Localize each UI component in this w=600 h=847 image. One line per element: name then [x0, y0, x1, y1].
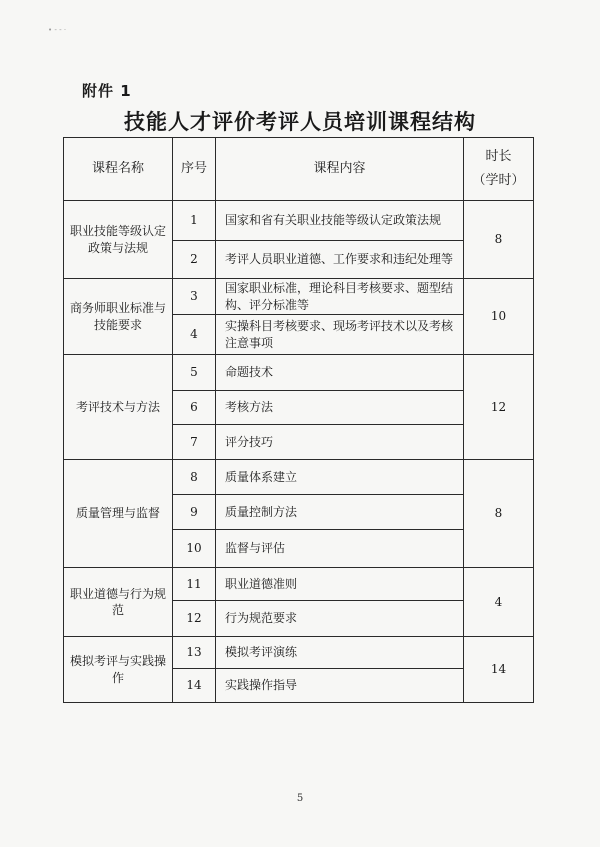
item-seq: 2: [173, 241, 216, 279]
header-content: 课程内容: [216, 138, 464, 201]
table-row: [64, 201, 534, 241]
item-seq: 13: [173, 637, 216, 669]
item-seq: 9: [173, 495, 216, 530]
group-name: 模拟考评与实践操作: [64, 637, 173, 703]
item-content: 国家和省有关职业技能等级认定政策法规: [216, 201, 464, 241]
item-seq: 6: [173, 391, 216, 425]
group-name: 职业道德与行为规范: [64, 568, 173, 637]
item-content: 职业道德准则: [216, 568, 464, 601]
item-content: 评分技巧: [216, 425, 464, 460]
group-name: 考评技术与方法: [64, 355, 173, 460]
item-seq: 7: [173, 425, 216, 460]
header-course-name: 课程名称: [64, 138, 173, 201]
item-content: 命题技术: [216, 355, 464, 391]
header-hours-line2: （学时）: [472, 173, 525, 188]
table-row: [64, 460, 534, 495]
group-name: 质量管理与监督: [64, 460, 173, 568]
item-content: 考评人员职业道德、工作要求和违纪处理等: [216, 241, 464, 279]
page-title: 技能人才评价考评人员培训课程结构: [124, 110, 476, 134]
group-hours: 8: [464, 460, 534, 568]
group-name: 商务师职业标准与技能要求: [64, 279, 173, 355]
group-hours: 8: [464, 201, 534, 279]
item-content: 质量控制方法: [216, 495, 464, 530]
item-seq: 1: [173, 201, 216, 241]
item-content: 监督与评估: [216, 530, 464, 568]
group-hours: 4: [464, 568, 534, 637]
item-content: 模拟考评演练: [216, 637, 464, 669]
course-structure-table: [63, 137, 534, 703]
header-hours: [464, 138, 534, 201]
table-row: [64, 355, 534, 391]
group-hours: 14: [464, 637, 534, 703]
header-hours-line1: 时长: [485, 149, 512, 165]
item-content: 考核方法: [216, 391, 464, 425]
table-row: [64, 279, 534, 315]
item-seq: 5: [173, 355, 216, 391]
item-seq: 3: [173, 279, 216, 315]
item-seq: 4: [173, 315, 216, 355]
item-content: 质量体系建立: [216, 460, 464, 495]
item-seq: 11: [173, 568, 216, 601]
item-content: 实践操作指导: [216, 669, 464, 703]
item-seq: 8: [173, 460, 216, 495]
scan-artifact: • - - ·: [48, 26, 67, 34]
attachment-label: 附件 1: [82, 82, 132, 100]
table-header-row: [64, 138, 534, 201]
group-hours: 12: [464, 355, 534, 460]
item-content: 行为规范要求: [216, 601, 464, 637]
header-seq: 序号: [173, 138, 216, 201]
item-seq: 14: [173, 669, 216, 703]
item-seq: 12: [173, 601, 216, 637]
item-content: 国家职业标准，理论科目考核要求、题型结构、评分标准等: [216, 279, 464, 315]
group-hours: 10: [464, 279, 534, 355]
group-name: 职业技能等级认定政策与法规: [64, 201, 173, 279]
item-seq: 10: [173, 530, 216, 568]
item-content: 实操科目考核要求、现场考评技术以及考核注意事项: [216, 315, 464, 355]
table-row: [64, 568, 534, 601]
page-number: 5: [296, 793, 304, 804]
table-row: [64, 637, 534, 669]
